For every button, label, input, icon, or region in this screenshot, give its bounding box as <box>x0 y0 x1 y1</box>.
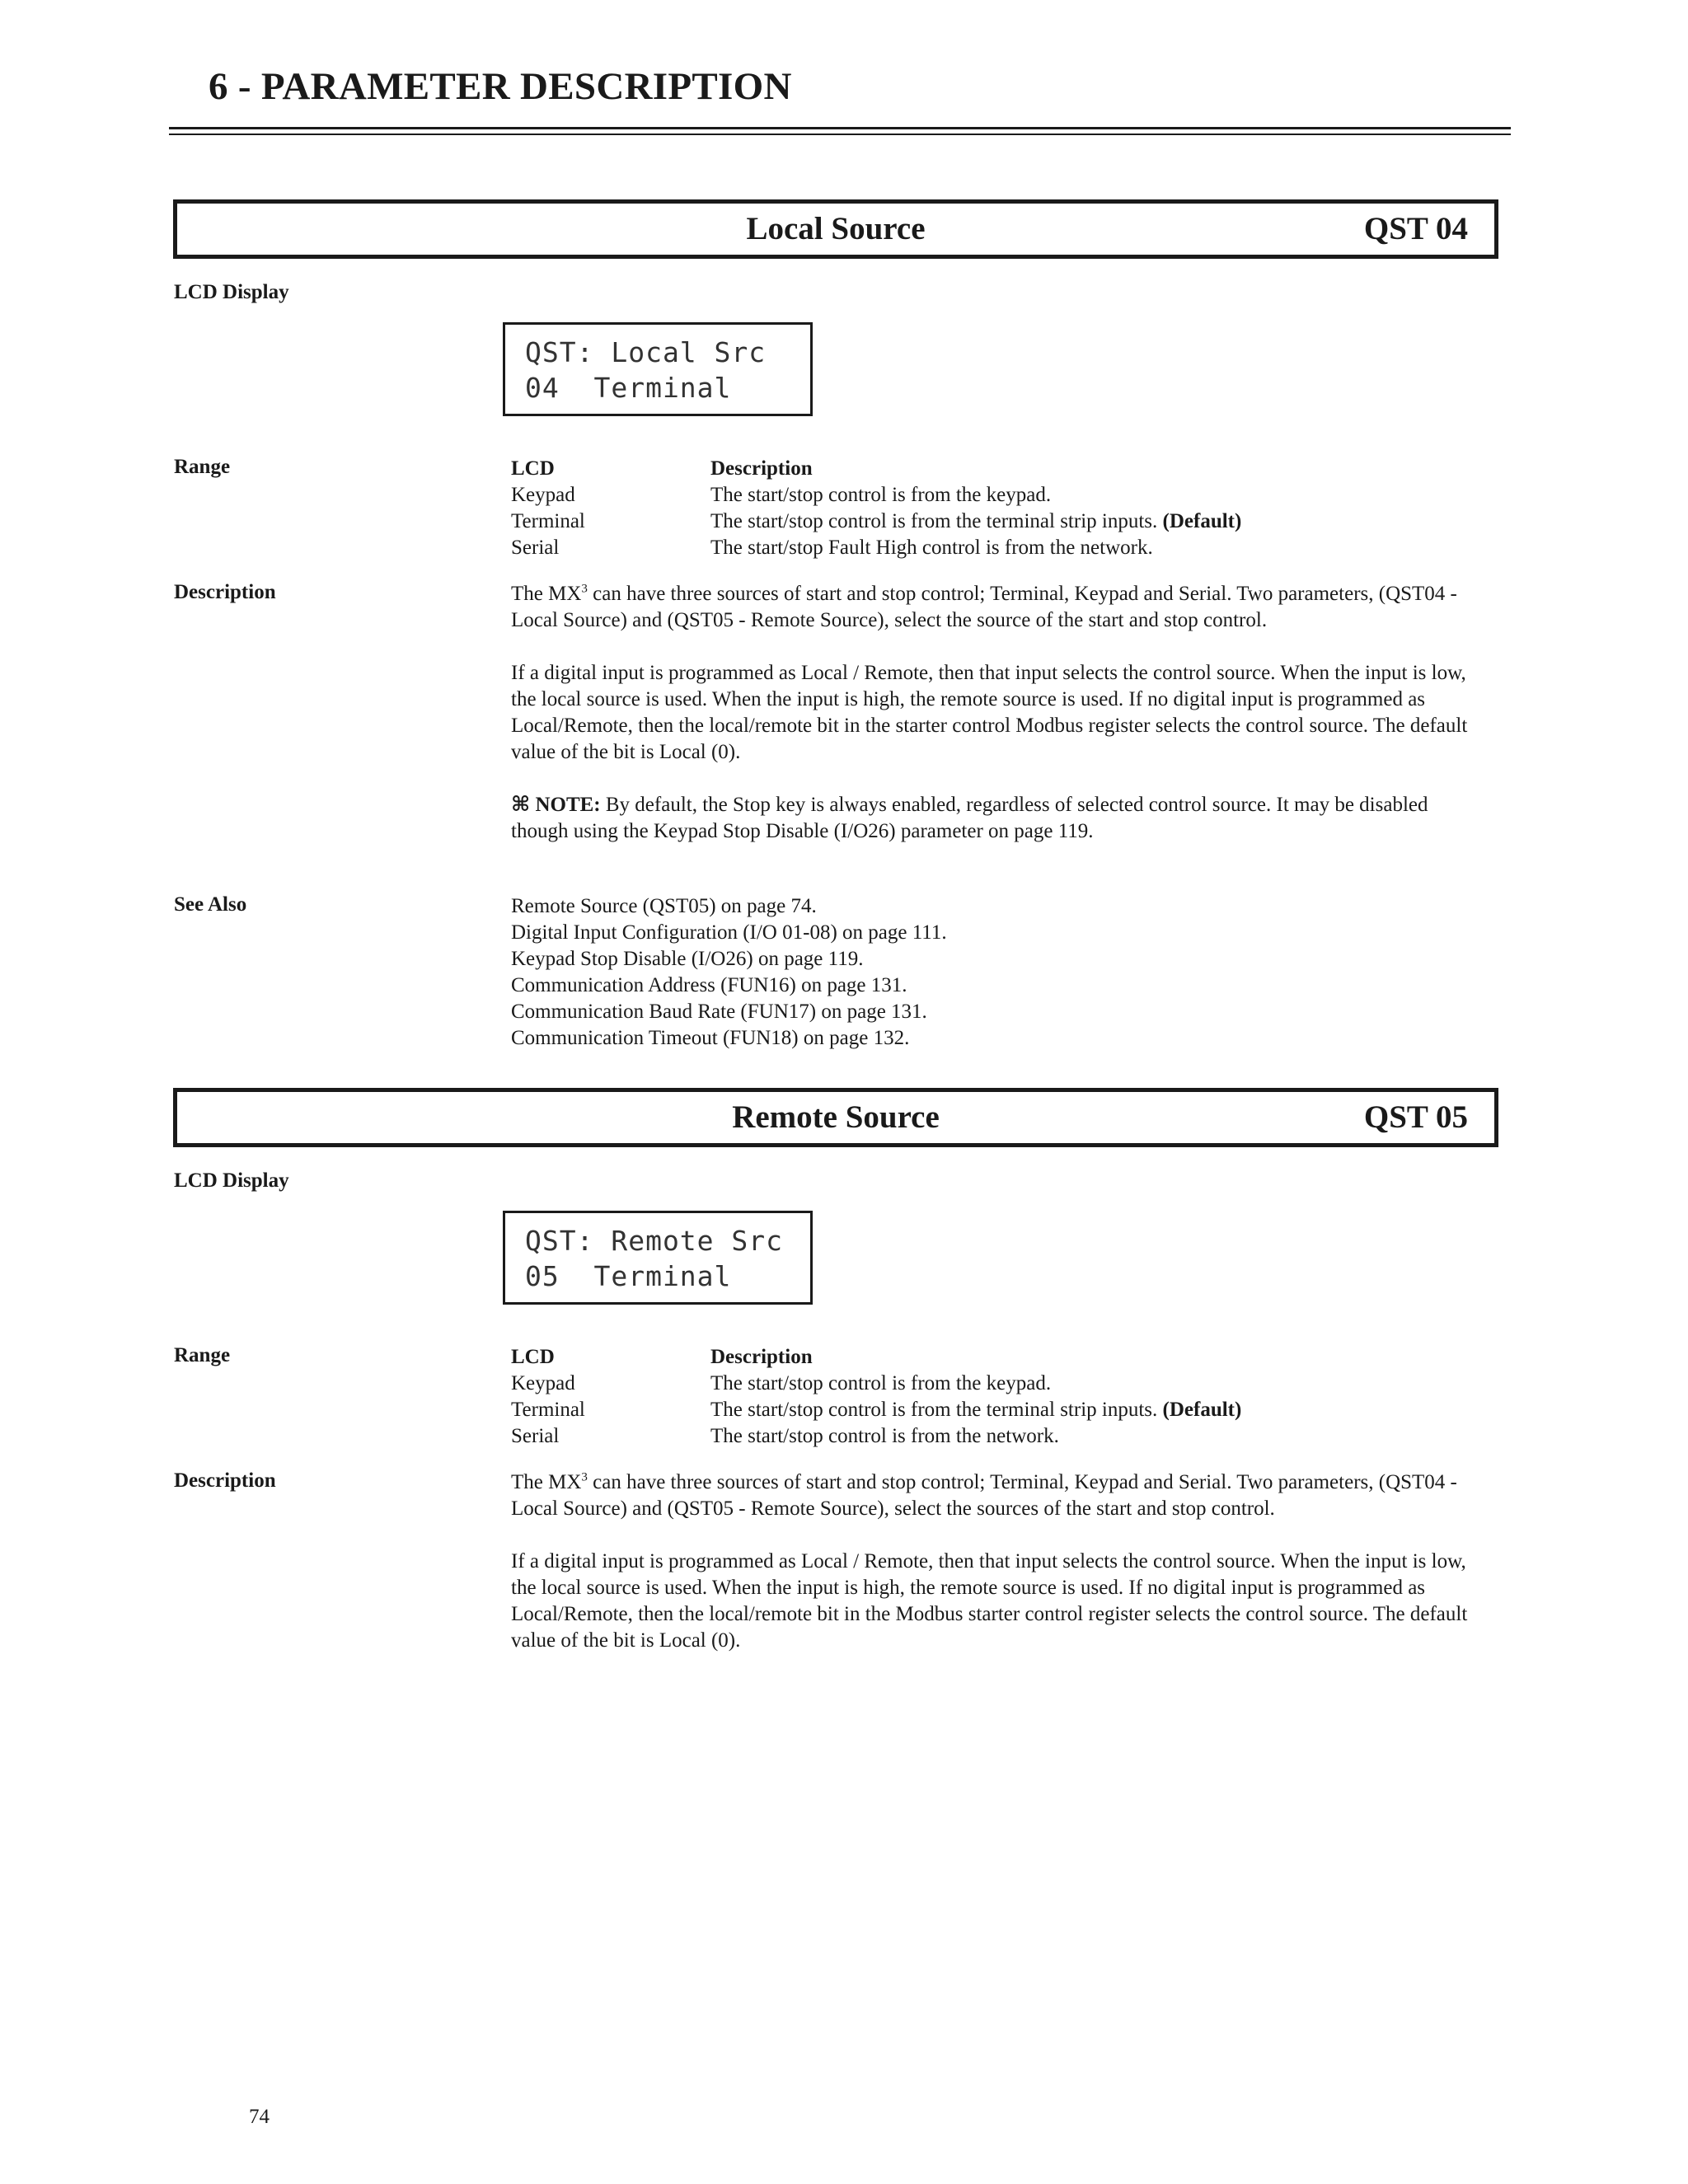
description-label: Description <box>174 581 276 603</box>
parameter-header-box <box>173 1088 1498 1147</box>
header-rule-thick <box>169 127 1511 129</box>
range-row-lcd: Serial <box>511 1425 560 1447</box>
range-row-lcd: Serial <box>511 537 560 559</box>
description-text <box>511 581 1484 845</box>
default-marker: (Default) <box>1162 1399 1242 1421</box>
parameter-code: QST 04 <box>1363 211 1468 246</box>
range-row-description: The start/stop control is from the terminal strip inputs. (Default) <box>710 510 1242 532</box>
range-header-description: Description <box>710 1346 813 1368</box>
parameter-code: QST 05 <box>1363 1099 1468 1135</box>
note-paragraph: ⌘ NOTE: By default, the Stop key is always enabled, regardless of selected control source. It may be disabled though using the Keypad Stop Disable (I/O26) parameter on page 119. <box>511 794 1428 842</box>
parameter-name: Remote Source <box>732 1099 940 1135</box>
see-also-item: Communication Baud Rate (FUN17) on page 131. <box>511 1001 927 1023</box>
description-paragraph: If a digital input is programmed as Local / Remote, then that input selects the control source. When the input is low, the local source is used. When the input is high, the remote source is used. If no digital input is programmed as Local/Remote, then the local/remote bit in the starter control Modbus register selects the control source. The default value of the bit is Local (0). <box>511 662 1468 763</box>
see-also-item: Keypad Stop Disable (I/O26) on page 119. <box>511 948 864 970</box>
range-row-lcd: Terminal <box>511 1399 585 1421</box>
parameter-name: Local Source <box>746 211 926 246</box>
description-text <box>511 1469 1484 1654</box>
range-row-description: The start/stop Fault High control is from the network. <box>710 537 1153 559</box>
lcd-display-label: LCD Display <box>174 1169 289 1192</box>
description-paragraph: The $MX^3$ can have three sources of start and stop control; Terminal, Keypad and Serial. Two parameters, (QST04 - Local Source) and (QST05 - Remote Source), select the source of the start and stop control. <box>511 582 1457 631</box>
parameter-header-box <box>173 199 1498 259</box>
see-also-label: See Also <box>174 893 247 916</box>
header-rule-thin <box>169 134 1511 135</box>
range-row-description: The start/stop control is from the network. <box>710 1425 1059 1447</box>
lcd-display-label: LCD Display <box>174 281 289 303</box>
range-label: Range <box>174 456 231 478</box>
description-paragraph: The $MX^3$ can have three sources of start and stop control; Terminal, Keypad and Serial. Two parameters, (QST04 - Local Source) and (QST05 - Remote Source), select the sources of the start and stop control. <box>511 1470 1457 1520</box>
lcd-line-1: QST: Remote Src <box>525 1225 784 1257</box>
range-row-lcd: Keypad <box>511 1372 575 1394</box>
range-label: Range <box>174 1344 231 1366</box>
description-label: Description <box>174 1469 276 1492</box>
see-also-list <box>511 893 947 1052</box>
description-paragraph: If a digital input is programmed as Local / Remote, then that input selects the control source. When the input is low, the local source is used. When the input is high, the remote source is used. If no digital input is programmed as Local/Remote, then the local/remote bit in the Modbus starter control register selects the control source. The default value of the bit is Local (0). <box>511 1550 1468 1652</box>
see-also-item: Remote Source (QST05) on page 74. <box>511 895 817 917</box>
lcd-line-1: QST: Local Src <box>525 336 767 368</box>
range-row-description: The start/stop control is from the keypad. <box>710 484 1052 506</box>
lcd-line-2: 05 Terminal <box>525 1260 732 1292</box>
range-header-lcd: LCD <box>511 1346 555 1368</box>
default-marker: (Default) <box>1162 510 1242 532</box>
range-header-description: Description <box>710 457 813 480</box>
range-row-description: The start/stop control is from the terminal strip inputs. (Default) <box>710 1399 1242 1421</box>
range-row-description: The start/stop control is from the keypad. <box>710 1372 1052 1394</box>
range-row-lcd: Keypad <box>511 484 575 506</box>
chapter-title: 6 - PARAMETER DESCRIPTION <box>209 65 792 108</box>
range-header-lcd: LCD <box>511 457 555 480</box>
see-also-item: Communication Address (FUN16) on page 131. <box>511 974 907 996</box>
note-label: ⌘ NOTE: <box>511 794 601 816</box>
page-number: 74 <box>249 2106 270 2128</box>
lcd-screen <box>503 1211 813 1305</box>
see-also-item: Communication Timeout (FUN18) on page 132. <box>511 1027 910 1049</box>
lcd-screen <box>503 322 813 416</box>
see-also-item: Digital Input Configuration (I/O 01-08) on page 111. <box>511 921 947 944</box>
range-row-lcd: Terminal <box>511 510 585 532</box>
lcd-line-2: 04 Terminal <box>525 372 732 404</box>
